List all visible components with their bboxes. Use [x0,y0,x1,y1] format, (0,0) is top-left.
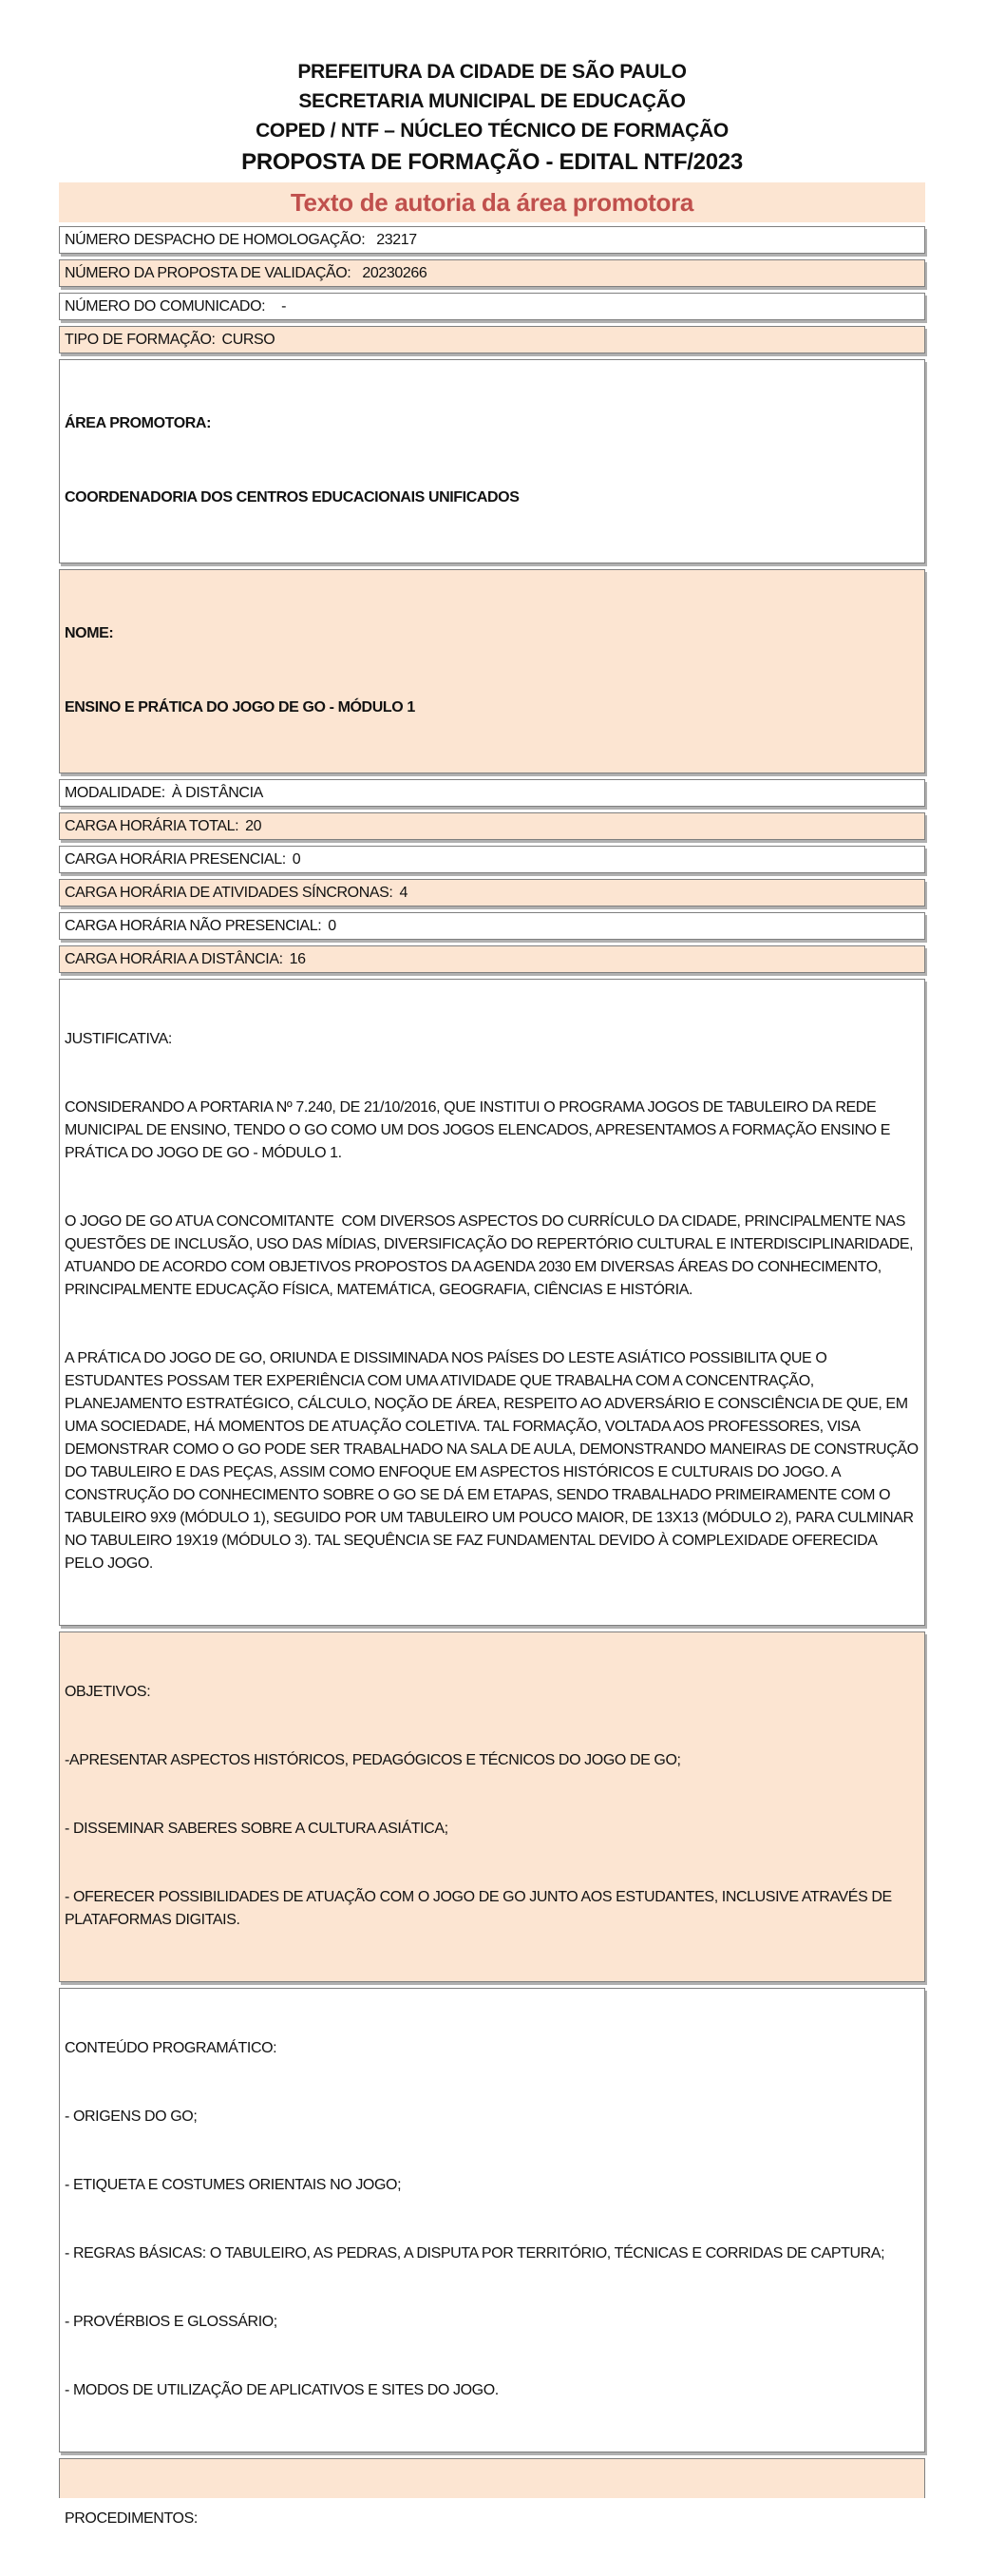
field-label: NÚMERO DA PROPOSTA DE VALIDAÇÃO: [65,265,351,281]
field-value: 0 [292,851,301,868]
field-value: ENSINO E PRÁTICA DO JOGO DE GO - MÓDULO 1 [65,699,415,716]
field-value: 0 [328,918,336,934]
objetivo-item: -APRESENTAR ASPECTOS HISTÓRICOS, PEDAGÓGICOS E TÉCNICOS DO JOGO DE GO; [65,1752,681,1768]
field-carga-horaria-sincronas [59,879,925,906]
field-label: CARGA HORÁRIA NÃO PRESENCIAL: [65,918,322,934]
conteudo-item: - ORIGENS DO GO; [65,2109,198,2125]
field-value: 16 [289,951,306,967]
section-procedimentos [59,2458,925,2527]
field-label: NÚMERO DESPACHO DE HOMOLOGAÇÃO: [65,232,366,248]
author-text-banner-title: Texto de autoria da área promotora [290,187,694,217]
field-value: COORDENADORIA DOS CENTROS EDUCACIONAIS UNIFICADOS [65,489,520,506]
document-header [59,57,925,180]
section-label: OBJETIVOS: [65,1684,151,1700]
field-area-promotora [59,359,925,563]
justificativa-paragraph: CONSIDERANDO A PORTARIA Nº 7.240, DE 21/10/2016, QUE INSTITUI O PROGRAMA JOGOS DE TABULEIRO DA REDE MUNICIPAL DE ENSINO, TENDO O GO COMO UM DOS JOGOS ELENCADOS, APRESENTAMOS A FORMAÇÃO ENSINO E PRÁTICA DO JOGO DE GO - MÓDULO 1. [65,1099,895,1161]
conteudo-item: - PROVÉRBIOS E GLOSSÁRIO; [65,2314,277,2330]
org-secretariat-line: SECRETARIA MUNICIPAL DE EDUCAÇÃO [298,90,686,112]
field-tipo-formacao [59,326,925,353]
section-label: PROCEDIMENTOS: [65,2510,198,2527]
org-unit-line: COPED / NTF – NÚCLEO TÉCNICO DE FORMAÇÃO [256,120,729,142]
document-title: PROPOSTA DE FORMAÇÃO - EDITAL NTF/2023 [241,149,743,175]
field-carga-horaria-distancia [59,945,925,973]
field-modalidade [59,779,925,807]
field-numero-despacho-homologacao [59,226,925,254]
field-numero-proposta-validacao [59,259,925,287]
field-label: CARGA HORÁRIA DE ATIVIDADES SÍNCRONAS: [65,885,393,901]
author-text-banner [59,182,925,222]
field-value: - [281,298,287,315]
field-label: CARGA HORÁRIA PRESENCIAL: [65,851,286,868]
section-label: JUSTIFICATIVA: [65,1031,172,1047]
objetivo-item: - OFERECER POSSIBILIDADES DE ATUAÇÃO COM O JOGO DE GO JUNTO AOS ESTUDANTES, INCLUSIVE ATRAVÉS DE PLATAFORMAS DIGITAIS. [65,1889,896,1928]
field-carga-horaria-total [59,812,925,840]
org-name-line: PREFEITURA DA CIDADE DE SÃO PAULO [297,61,687,83]
conteudo-item: - REGRAS BÁSICAS: O TABULEIRO, AS PEDRAS, A DISPUTA POR TERRITÓRIO, TÉCNICAS E CORRIDAS DE CAPTURA; [65,2245,885,2261]
field-label: MODALIDADE: [65,785,165,801]
field-label: CARGA HORÁRIA TOTAL: [65,818,239,834]
field-nome [59,569,925,773]
field-value: 20 [245,818,262,834]
field-label: NÚMERO DO COMUNICADO: [65,298,266,315]
field-carga-horaria-presencial [59,846,925,873]
field-value: À DISTÂNCIA [171,785,263,801]
field-value: 23217 [376,232,417,248]
section-justificativa [59,979,925,1626]
conteudo-item: - MODOS DE UTILIZAÇÃO DE APLICATIVOS E SITES DO JOGO. [65,2382,499,2398]
field-value: CURSO [221,332,275,348]
field-numero-comunicado [59,293,925,320]
justificativa-paragraph: A PRÁTICA DO JOGO DE GO, ORIUNDA E DISSIMINADA NOS PAÍSES DO LESTE ASIÁTICO POSSIBILITA QUE O ESTUDANTES POSSAM TER EXPERIÊNCIA COM UMA ATIVIDADE QUE TRABALHA COM A CONCENTRAÇÃO, PLANEJAMENTO ESTRATÉGICO, CÁLCULO, NOÇÃO DE ÁREA, RESPEITO AO ADVERSÁRIO E CONSCIÊNCIA DE QUE, EM UMA SOCIEDADE, HÁ MOMENTOS DE ATUAÇÃO COLETIVA. TAL FORMAÇÃO, VOLTADA AOS PROFESSORES, VISA DEMONSTRAR COMO O GO PODE SER TRABALHADO NA SALA DE AULA, DEMONSTRANDO MANEIRAS DE CONSTRUÇÃO DO TABULEIRO E DAS PEÇAS, ASSIM COMO ENFOQUE EM ASPECTOS HISTÓRICOS E CULTURAIS DO JOGO. A CONSTRUÇÃO DO CONHECIMENTO SOBRE O GO SE DÁ EM ETAPAS, SENDO TRABALHADO PRIMEIRAMENTE COM O TABULEIRO 9X9 (MÓDULO 1), SEGUIDO POR UM TABULEIRO UM POUCO MAIOR, DE 13X13 (MÓDULO 2), PARA CULMINAR NO TABULEIRO 19X19 (MÓDULO 3). TAL SEQUÊNCIA SE FAZ FUNDAMENTAL DEVIDO À COMPLEXIDADE OFERECIDA PELO JOGO. [65,1350,922,1572]
field-carga-horaria-nao-presencial [59,912,925,940]
field-label: TIPO DE FORMAÇÃO: [65,332,216,348]
section-conteudo-programatico [59,1988,925,2452]
field-label: ÁREA PROMOTORA: [65,415,212,431]
field-value: 20230266 [362,265,427,281]
field-label: CARGA HORÁRIA A DISTÂNCIA: [65,951,283,967]
objetivo-item: - DISSEMINAR SABERES SOBRE A CULTURA ASIÁTICA; [65,1821,448,1837]
field-value: 4 [399,885,408,901]
field-label: NOME: [65,625,114,641]
section-label: CONTEÚDO PROGRAMÁTICO: [65,2040,277,2056]
justificativa-paragraph: O JOGO DE GO ATUA CONCOMITANTE COM DIVERSOS ASPECTOS DO CURRÍCULO DA CIDADE, PRINCIPALMENTE NAS QUESTÕES DE INCLUSÃO, USO DAS MÍDIAS, DIVERSIFICAÇÃO DO REPERTÓRIO CULTURAL E INTERDISCIPLINARIDADE, ATUANDO DE ACORDO COM OBJETIVOS PROPOSTOS DA AGENDA 2030 EM DIVERSAS ÁREAS DO CONHECIMENTO, PRINCIPALMENTE EDUCAÇÃO FÍSICA, MATEMÁTICA, GEOGRAFIA, CIÊNCIAS E HISTÓRIA. [65,1213,917,1298]
conteudo-item: - ETIQUETA E COSTUMES ORIENTAIS NO JOGO; [65,2177,402,2193]
section-objetivos [59,1631,925,1982]
